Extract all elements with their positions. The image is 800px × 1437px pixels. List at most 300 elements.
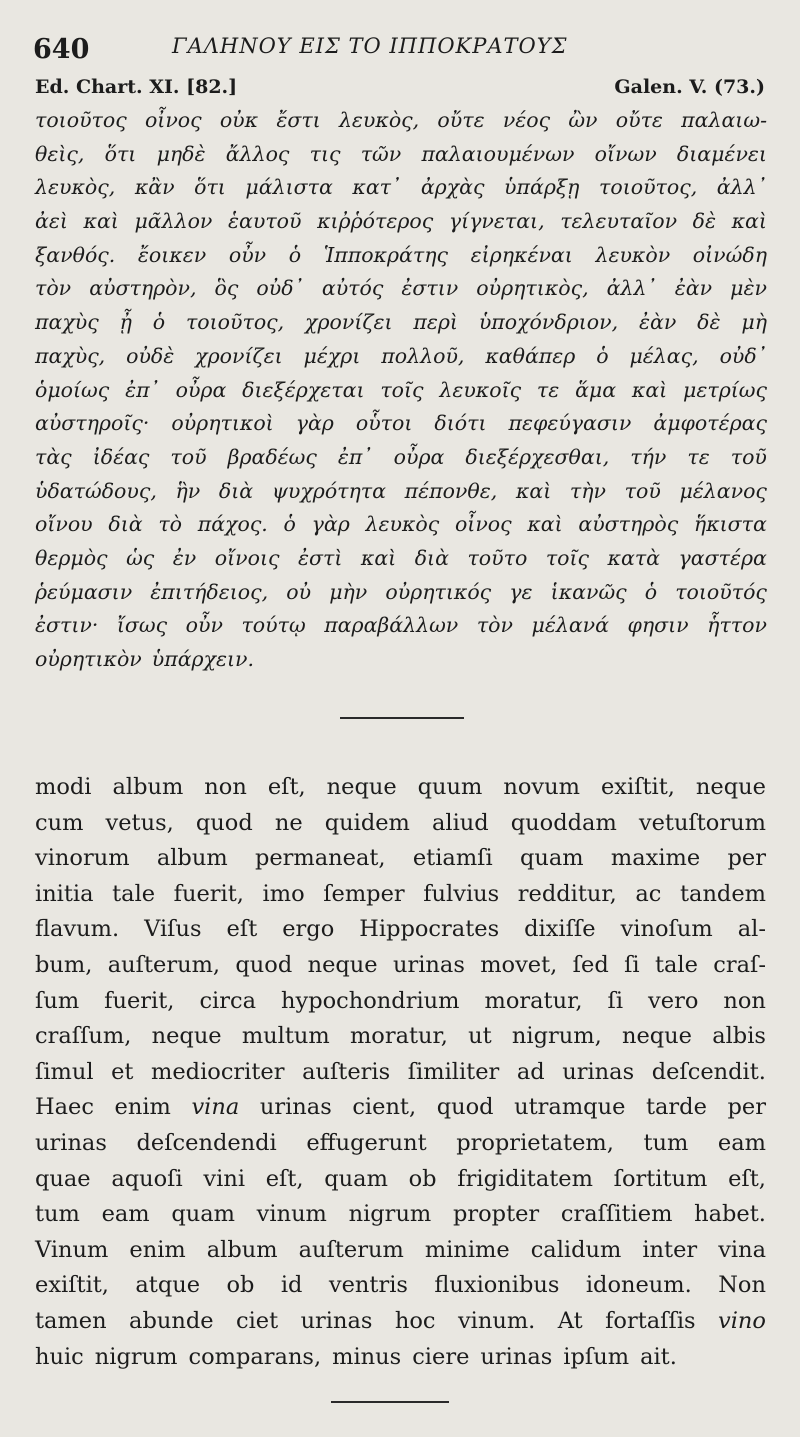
- word: fuerit,: [173, 880, 244, 907]
- word: tale: [112, 880, 156, 907]
- word: ὃς: [214, 276, 239, 301]
- word: urinas: [562, 1058, 635, 1085]
- word: mediocriter: [151, 1058, 285, 1085]
- latin-line: [35, 948, 766, 984]
- word: δὲ: [692, 209, 716, 234]
- word: τοῖς: [380, 377, 424, 402]
- word: fuerit,: [104, 987, 175, 1014]
- word: enim: [129, 1236, 186, 1263]
- word: quidem: [324, 809, 410, 836]
- word: frigiditatem: [457, 1165, 593, 1192]
- word: διεξέρχεται: [242, 377, 365, 402]
- latin-line: [35, 1233, 766, 1269]
- greek-line: [35, 340, 767, 374]
- word: quod: [436, 1094, 494, 1121]
- latin-line: [35, 912, 766, 948]
- latin-line: [35, 1126, 766, 1162]
- word: οὖν: [228, 242, 267, 267]
- word: ἑαυτοῦ: [228, 209, 302, 234]
- word: neque: [695, 774, 766, 800]
- word: nigrum,: [511, 1023, 602, 1050]
- word: λευκοῖς: [439, 377, 522, 402]
- word: οὐ: [286, 579, 312, 604]
- word: μὴν: [329, 579, 368, 604]
- word: At: [557, 1307, 583, 1334]
- edition-reference-left: Ed. Chart. XI. [82.]: [35, 76, 238, 98]
- latin-line: [35, 770, 766, 806]
- word: initia: [35, 880, 94, 907]
- word: μὴ: [741, 310, 767, 335]
- word: ſemper: [323, 880, 405, 907]
- word: craſſum,: [35, 1023, 132, 1050]
- greek-line: [35, 475, 767, 509]
- latin-line: [35, 1340, 766, 1376]
- latin-line: [35, 806, 766, 842]
- word: κἂν: [134, 175, 175, 200]
- word: novum: [503, 774, 580, 800]
- word: οἴνου: [35, 512, 93, 537]
- word: θερμὸς: [35, 545, 108, 570]
- word: tandem: [679, 880, 766, 907]
- word: ſortitum: [613, 1165, 708, 1192]
- word: bum,: [35, 951, 93, 978]
- word: auſteris: [302, 1058, 391, 1085]
- word: ἄλλος: [225, 141, 290, 166]
- word: ciere: [412, 1343, 470, 1370]
- word: ὑδατώδους,: [35, 478, 157, 503]
- word: τῶν: [360, 141, 402, 166]
- word: ac: [635, 880, 662, 907]
- word: ſi: [624, 951, 640, 978]
- word: δὲ: [697, 310, 721, 335]
- word: Vinum: [35, 1236, 109, 1263]
- word: διεξέρχεσθαι,: [465, 444, 610, 469]
- word: ἐστιν·: [35, 613, 99, 638]
- word: τοῦτο: [467, 545, 528, 570]
- word: μέλανος: [679, 478, 767, 503]
- word: τούτῳ: [241, 613, 306, 638]
- word: ſimul: [35, 1058, 94, 1085]
- word: αὐστηρὸν,: [89, 276, 197, 301]
- word: quam: [171, 1201, 235, 1228]
- word: νέος: [502, 108, 551, 132]
- greek-line: [35, 239, 767, 273]
- word: tarde: [645, 1094, 707, 1121]
- word: fulvius: [423, 880, 500, 907]
- word: propter: [452, 1201, 540, 1228]
- greek-line: [35, 205, 767, 239]
- word: τοιοῦτος: [35, 108, 127, 132]
- word: καὶ: [631, 377, 668, 402]
- word: καὶ: [515, 478, 552, 503]
- word: τοῦ: [170, 444, 207, 469]
- word: auſterum,: [107, 951, 221, 978]
- word: ὁ: [283, 512, 296, 537]
- word: τοῖς: [545, 545, 590, 570]
- word: τήν: [630, 444, 667, 469]
- word: ἀμφοτέρας: [653, 411, 767, 436]
- word: ἀεὶ: [35, 209, 68, 234]
- word: τελευταῖον: [560, 209, 678, 234]
- word: παλαιω-: [681, 108, 767, 132]
- word: εἰρηκέναι: [470, 242, 573, 267]
- word: cum: [35, 809, 84, 836]
- word: οὐκ: [219, 108, 259, 132]
- word: eam: [717, 1129, 766, 1156]
- word: tale: [654, 951, 698, 978]
- word: τοῦ: [624, 478, 661, 503]
- word: τὸ: [158, 512, 183, 537]
- word: ὁ: [644, 579, 658, 604]
- word: ἐὰν: [638, 310, 677, 335]
- word: vinorum: [35, 845, 130, 872]
- word: οἶνος: [454, 512, 512, 537]
- word: nigrum: [94, 1343, 178, 1370]
- word: modi: [35, 774, 92, 800]
- word: καὶ: [731, 209, 767, 234]
- word: ἐν: [172, 545, 197, 570]
- word: ob: [408, 1165, 437, 1192]
- word: οὐρητικὸς,: [476, 276, 589, 301]
- word: Non: [718, 1272, 766, 1299]
- greek-line: [35, 306, 767, 340]
- greek-line: [35, 508, 767, 542]
- word: τε: [536, 377, 560, 402]
- word: non: [723, 987, 766, 1014]
- latin-line: [35, 1090, 766, 1126]
- word: ἴσως: [116, 613, 168, 638]
- word: exiſtit,: [600, 774, 675, 800]
- word: quum: [417, 774, 483, 800]
- word: ῥεύμασιν: [35, 579, 133, 604]
- word: διὰ: [108, 512, 143, 537]
- greek-line: [35, 576, 767, 610]
- word: vinoſum: [620, 916, 713, 943]
- word: οἴνοις: [214, 545, 280, 570]
- word: διὰ: [414, 545, 449, 570]
- word: permaneat,: [254, 845, 386, 872]
- word: οὐδ᾽: [719, 343, 767, 368]
- word: τοιοῦτός: [675, 579, 767, 604]
- word: οὐδὲ: [126, 343, 175, 368]
- word: abunde: [129, 1307, 214, 1334]
- word: ἐὰν: [674, 276, 713, 301]
- word: ob: [226, 1272, 255, 1299]
- word: βραδέως: [227, 444, 317, 469]
- word: κατὰ: [607, 545, 661, 570]
- word: neque: [621, 1023, 692, 1050]
- word: οὐρητικὸν: [35, 647, 142, 671]
- word: περὶ: [413, 310, 458, 335]
- word: craſſitiem: [560, 1201, 673, 1228]
- word: vetuſtorum: [638, 809, 766, 836]
- word: album: [206, 1236, 278, 1263]
- word: μετρίως: [683, 377, 767, 402]
- word: οὗτοι: [355, 411, 413, 436]
- latin-line: [35, 1197, 766, 1233]
- greek-line: [35, 407, 767, 441]
- word: ventris: [328, 1272, 408, 1299]
- word: moratur,: [484, 987, 583, 1014]
- word: καὶ: [527, 512, 563, 537]
- word: ὡς: [126, 545, 155, 570]
- word: minime: [424, 1236, 510, 1263]
- word: Hippocrates: [359, 916, 500, 943]
- word: διαμένει: [676, 141, 767, 166]
- word: nigrum: [348, 1201, 432, 1228]
- word: vino: [718, 1307, 766, 1334]
- word: πάχος.: [197, 512, 268, 537]
- word: quae: [35, 1165, 91, 1192]
- word: ἅμα: [575, 377, 617, 402]
- word: redditur,: [517, 880, 617, 907]
- word: quod: [235, 951, 293, 978]
- word: λευκὸν: [595, 242, 671, 267]
- word: αὐστηρὸς: [578, 512, 679, 537]
- word: cient,: [352, 1094, 417, 1121]
- word: imo: [262, 880, 305, 907]
- word: ὑποχόνδριον,: [478, 310, 619, 335]
- word: ἐστιν: [401, 276, 459, 301]
- word: calidum: [530, 1236, 622, 1263]
- greek-line: [35, 374, 767, 408]
- word: minus: [332, 1343, 402, 1370]
- word: μηδὲ: [156, 141, 206, 166]
- word: οὐρητικοὶ: [171, 411, 274, 436]
- word: eſt,: [728, 1165, 766, 1192]
- word: γίγνεται,: [448, 209, 545, 234]
- word: tum: [643, 1129, 689, 1156]
- word: eſt,: [267, 774, 306, 800]
- word: quod: [195, 809, 253, 836]
- word: ὁ: [596, 343, 609, 368]
- word: vero: [648, 987, 699, 1014]
- word: ἐπ᾽: [125, 377, 160, 402]
- word: ξανθός.: [35, 242, 116, 267]
- word: μὲν: [730, 276, 767, 301]
- word: ἀλλ᾽: [716, 175, 767, 200]
- section-divider: [340, 717, 464, 719]
- word: λευκὸς,: [35, 175, 116, 200]
- word: aquoſi: [111, 1165, 183, 1192]
- word: καθάπερ: [485, 343, 576, 368]
- word: αὐτός: [321, 276, 384, 301]
- word: ὑπάρχειν.: [151, 647, 255, 671]
- word: album: [156, 845, 228, 872]
- word: craſ-: [713, 951, 766, 978]
- word: ἱκανῶς: [550, 579, 627, 604]
- word: ἔοικεν: [137, 242, 207, 267]
- word: album: [112, 774, 184, 800]
- word: hypochondrium: [281, 987, 460, 1014]
- word: inter: [642, 1236, 698, 1263]
- greek-line: [35, 441, 767, 475]
- word: urinas: [392, 951, 465, 978]
- word: vina: [191, 1094, 240, 1121]
- latin-line: [35, 841, 766, 877]
- word: χρονίζει: [305, 310, 393, 335]
- word: τε: [687, 444, 710, 469]
- word: γε: [509, 579, 533, 604]
- word: enim: [114, 1094, 171, 1121]
- word: huic: [35, 1343, 84, 1370]
- word: vina: [718, 1236, 766, 1263]
- word: μέλανά: [531, 613, 609, 638]
- word: urinas: [35, 1129, 107, 1156]
- word: fluxionibus: [434, 1272, 560, 1299]
- word: χρονίζει: [195, 343, 283, 368]
- latin-line: [35, 1162, 766, 1198]
- word: al-: [737, 916, 766, 943]
- latin-line: [35, 1268, 766, 1304]
- word: etiamſi: [412, 845, 493, 872]
- word: ἥκιστα: [693, 512, 767, 537]
- word: ἐστὶ: [297, 545, 343, 570]
- word: οὐρητικός: [385, 579, 492, 604]
- word: καὶ: [360, 545, 397, 570]
- word: αὐστηροῖς·: [35, 411, 150, 436]
- word: ὅτι: [194, 175, 226, 200]
- word: μάλιστα: [245, 175, 333, 200]
- word: per: [727, 845, 766, 872]
- latin-line: [35, 1055, 766, 1091]
- greek-line: [35, 104, 767, 138]
- word: ut: [468, 1023, 492, 1050]
- word: τοιοῦτος,: [185, 310, 285, 335]
- word: aliud: [431, 809, 489, 836]
- word: ἀλλ᾽: [606, 276, 657, 301]
- word: urinas: [259, 1094, 332, 1121]
- word: neque: [151, 1023, 222, 1050]
- word: τοῦ: [730, 444, 767, 469]
- word: τὴν: [569, 478, 606, 503]
- word: παχὺς: [35, 310, 99, 335]
- greek-line: [35, 138, 767, 172]
- word: maxime: [610, 845, 701, 872]
- word: ciet: [235, 1307, 279, 1334]
- word: ergo: [282, 916, 335, 943]
- word: multum: [241, 1023, 330, 1050]
- word: καὶ: [83, 209, 119, 234]
- word: οἴνων: [594, 141, 657, 166]
- word: κατ᾽: [352, 175, 402, 200]
- word: albis: [712, 1023, 766, 1050]
- word: γαστέρα: [678, 545, 767, 570]
- latin-line: [35, 877, 766, 913]
- word: exiſtit,: [35, 1272, 109, 1299]
- word: ait.: [640, 1343, 677, 1370]
- word: ᾖ: [119, 310, 132, 335]
- word: γὰρ: [295, 411, 334, 436]
- word: proprietatem,: [456, 1129, 614, 1156]
- word: οὖρα: [393, 444, 445, 469]
- word: ἔστι: [276, 108, 321, 132]
- word: tum: [35, 1201, 80, 1228]
- word: vetus,: [105, 809, 174, 836]
- word: comparans,: [188, 1343, 322, 1370]
- word: movet,: [480, 951, 558, 978]
- word: τὸν: [35, 276, 72, 301]
- word: Haec: [35, 1094, 94, 1121]
- word: deſcendit.: [651, 1058, 766, 1085]
- word: παχὺς,: [35, 343, 106, 368]
- word: ὁ: [152, 310, 166, 335]
- word: fortaſſis: [605, 1307, 696, 1334]
- latin-line: [35, 984, 766, 1020]
- latin-translation: [35, 770, 766, 1375]
- word: ne: [274, 809, 303, 836]
- word: οὔτε: [437, 108, 485, 132]
- word: quam: [519, 845, 584, 872]
- word: λευκὸς: [365, 512, 440, 537]
- word: φησιν: [627, 613, 689, 638]
- word: παραβάλλων: [324, 613, 459, 638]
- word: πεφεύγασιν: [508, 411, 632, 436]
- greek-line: [35, 609, 767, 643]
- word: διότι: [434, 411, 487, 436]
- latin-line: [35, 1019, 766, 1055]
- word: quam: [324, 1165, 388, 1192]
- word: auſterum: [298, 1236, 404, 1263]
- word: et: [111, 1058, 134, 1085]
- word: ἰδέας: [92, 444, 150, 469]
- word: μέλας,: [629, 343, 699, 368]
- word: hoc: [394, 1307, 436, 1334]
- word: θεὶς,: [35, 141, 85, 166]
- footer-divider: [331, 1401, 449, 1403]
- word: urinas: [480, 1343, 553, 1370]
- word: οἰνώδη: [692, 242, 767, 267]
- latin-line: [35, 1304, 766, 1340]
- word: οὖρα: [175, 377, 227, 402]
- word: οὖν: [185, 613, 223, 638]
- greek-line: [35, 542, 767, 576]
- greek-line: [35, 171, 767, 205]
- word: ἐπ᾽: [337, 444, 373, 469]
- word: πολλοῦ,: [381, 343, 465, 368]
- word: dixiſſe: [524, 916, 596, 943]
- word: κιῤῥότερος: [317, 209, 434, 234]
- word: effugerunt: [306, 1129, 427, 1156]
- greek-line: [35, 643, 767, 677]
- word: circa: [199, 987, 257, 1014]
- word: utramque: [514, 1094, 626, 1121]
- word: ſed: [572, 951, 609, 978]
- running-title: ΓΑΛΗΝΟΥ ΕΙΣ ΤΟ ΙΠΠΟΚΡΑΤΟΥΣ: [172, 34, 568, 58]
- word: τις: [309, 141, 341, 166]
- word: neque: [307, 951, 378, 978]
- word: eſt: [226, 916, 258, 943]
- word: idoneum.: [585, 1272, 692, 1299]
- word: moratur,: [349, 1023, 448, 1050]
- word: ſimiliter: [407, 1058, 500, 1085]
- word: γὰρ: [311, 512, 350, 537]
- greek-line: [35, 272, 767, 306]
- word: eam: [101, 1201, 150, 1228]
- word: τὸν: [476, 613, 513, 638]
- word: non: [204, 774, 247, 800]
- word: urinas: [300, 1307, 373, 1334]
- word: atque: [135, 1272, 201, 1299]
- word: μέχρι: [303, 343, 361, 368]
- word: ἧττον: [707, 613, 767, 638]
- word: deſcendendi: [136, 1129, 277, 1156]
- word: vinum: [256, 1201, 327, 1228]
- word: ὢν: [568, 108, 598, 132]
- edition-line: [35, 76, 765, 98]
- word: per: [727, 1094, 766, 1121]
- word: οὔτε: [615, 108, 663, 132]
